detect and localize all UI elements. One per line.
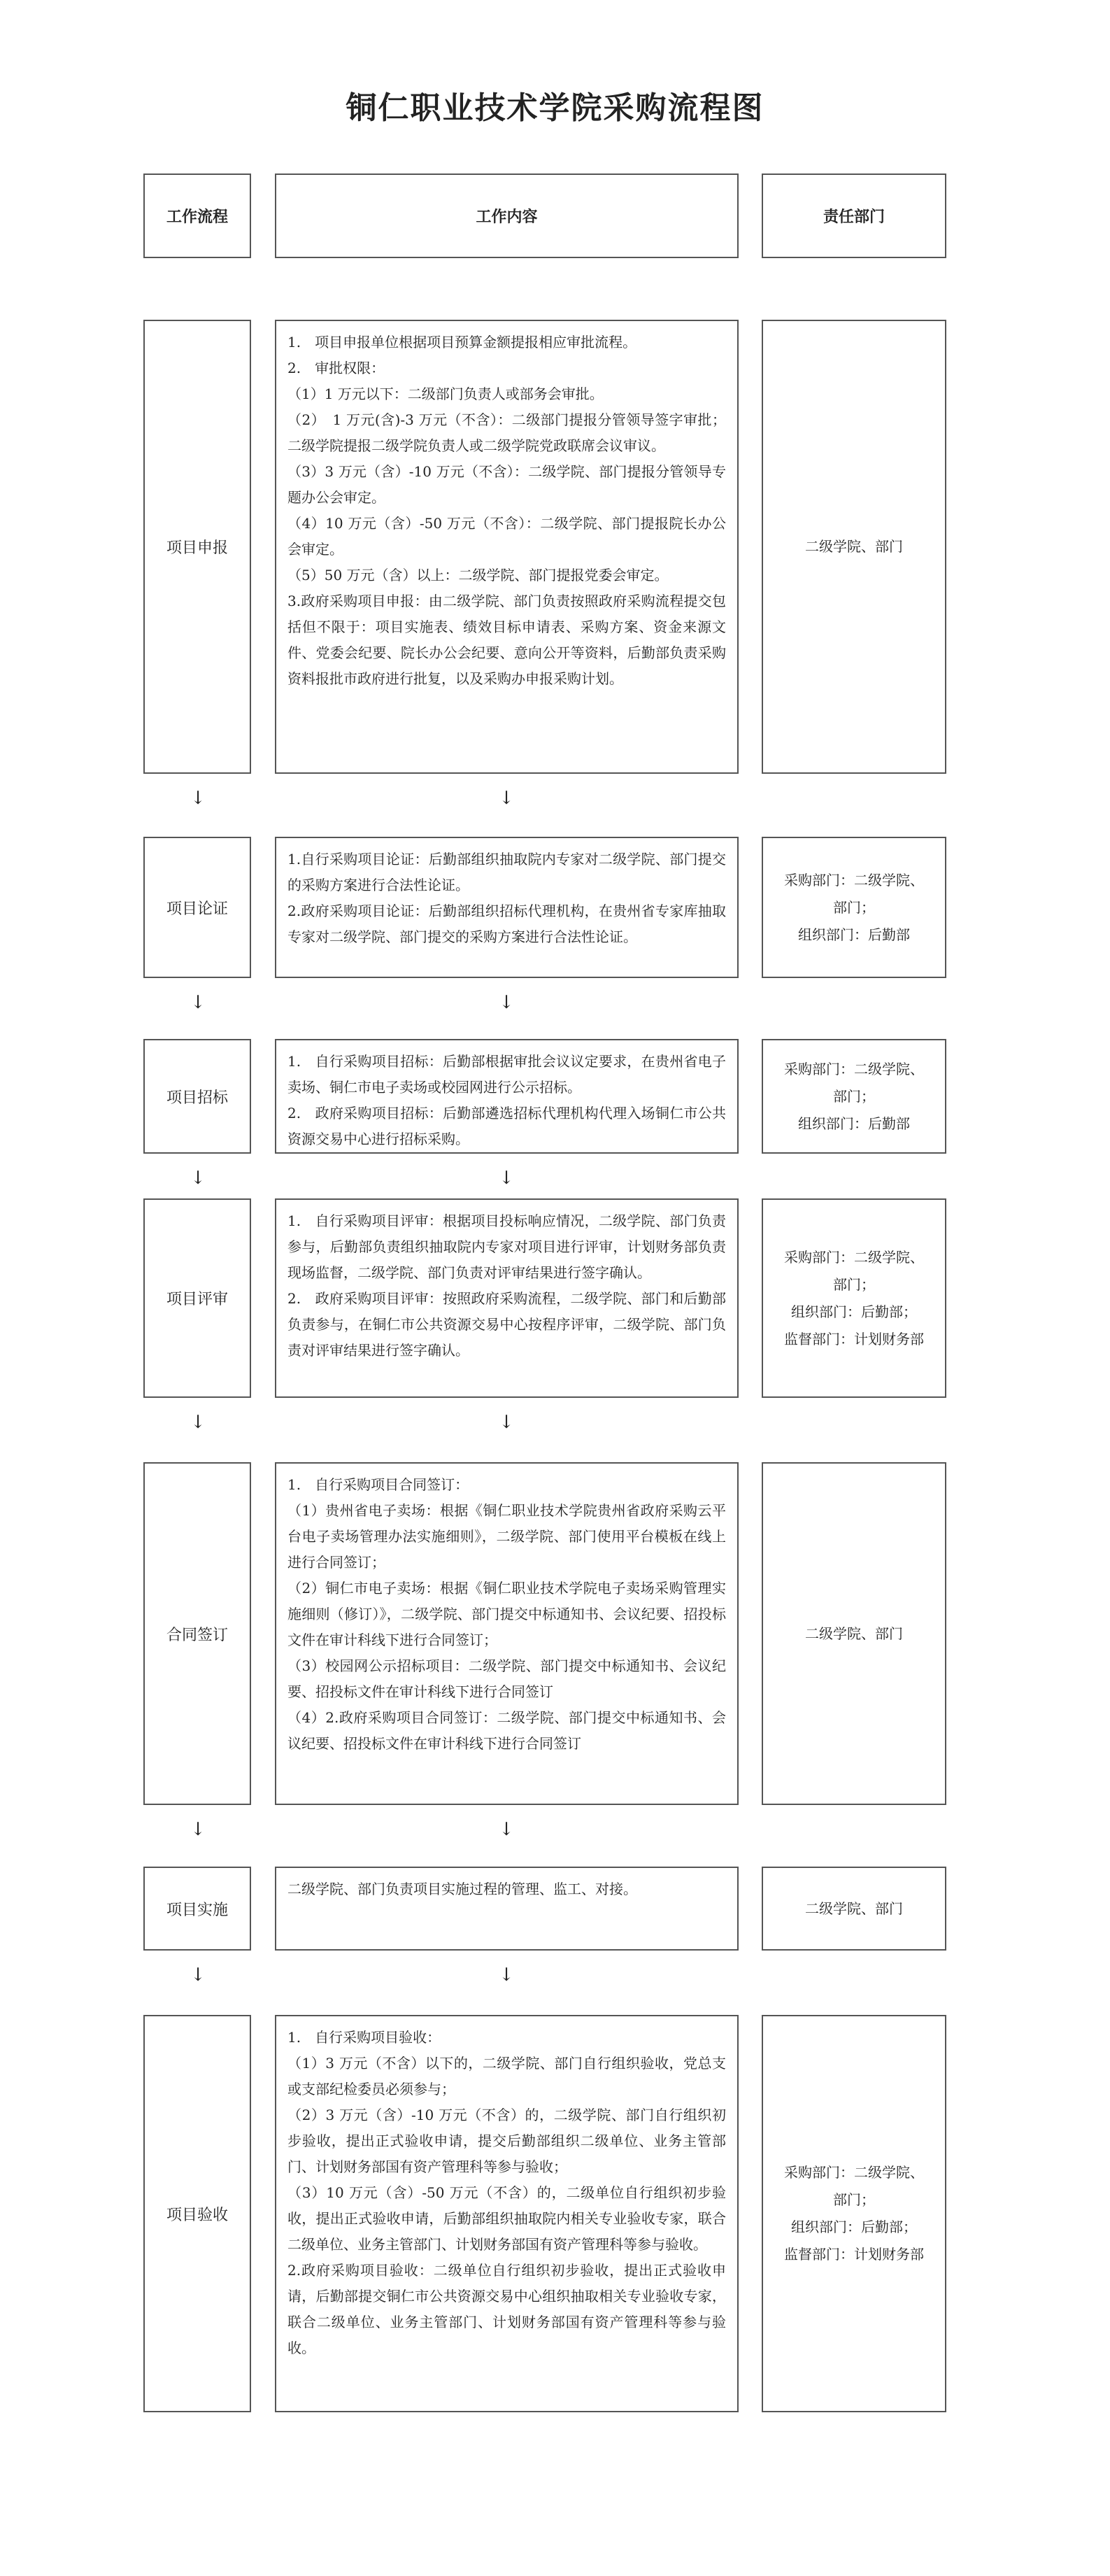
dept-line: 采购部门：二级学院、	[784, 2164, 924, 2181]
dept-line: 二级学院、部门	[805, 1625, 903, 1642]
content-line: （1）3 万元（不含）以下的，二级学院、部门自行组织验收，党总支或支部纪检委员必须参与；	[287, 2055, 726, 2097]
content-line: （5）50 万元（含）以上：二级学院、部门提报党委会审定。	[287, 567, 669, 583]
content-line: （2）铜仁市电子卖场：根据《铜仁职业技术学院电子卖场采购管理实施细则（修订）》，二级学院、部门提交中标通知书、会议纪要、招投标文件在审计科线下进行合同签订；	[287, 1580, 726, 1648]
content-line: （3）校园网公示招标项目：二级学院、部门提交中标通知书、会议纪要、招投标文件在审计科线下进行合同签订	[287, 1657, 726, 1700]
content-line: 2.政府采购项目验收：二级单位自行组织初步验收，提出正式验收申请，后勤部提交铜仁市公共资源交易中心组织抽取相关专业验收专家，联合二级单位、业务主管部门、计划财务部国有资产管理科等参与验收。	[287, 2262, 726, 2356]
content-line: （4）10 万元（含）-50 万元（不含）：二级学院、部门提报院长办公会审定。	[287, 515, 726, 558]
down-arrow-icon: ↓	[190, 1965, 206, 1986]
content-box	[275, 1198, 739, 1398]
content-line: （2） 1 万元(含)-3 万元（不含）：二级部门提报分管领导签字审批；二级学院提报二级学院负责人或二级学院党政联席会议审议。	[287, 411, 726, 454]
content-line: 2. 审批权限：	[287, 360, 385, 376]
down-arrow-icon: ↓	[499, 1412, 514, 1433]
content-line: 1. 自行采购项目招标：后勤部根据审批会议议定要求，在贵州省电子卖场、铜仁市电子卖场或校园网进行公示招标。	[287, 1053, 726, 1096]
step-box: 项目验收	[143, 2015, 251, 2412]
down-arrow-icon: ↓	[190, 788, 206, 809]
content-line: （2）3 万元（含）-10 万元（不含）的，二级学院、部门自行组织初步验收，提出正式验收申请，提交后勤部组织二级单位、业务主管部门、计划财务部国有资产管理科等参与验收；	[287, 2107, 726, 2175]
down-arrow-icon: ↓	[499, 992, 514, 1013]
dept-box	[762, 1039, 946, 1154]
page-title: 铜仁职业技术学院采购流程图	[346, 90, 764, 126]
content-line: （3）10 万元（含）-50 万元（不含）的，二级单位自行组织初步验收，提出正式验收申请，后勤部组织抽取院内相关专业验收专家，联合二级单位、业务主管部门、计划财务部国有资产管理科等参与验收。	[287, 2184, 726, 2253]
content-line: （1）贵州省电子卖场：根据《铜仁职业技术学院贵州省政府采购云平台电子卖场管理办法实施细则》，二级学院、部门使用平台模板在线上进行合同签订；	[287, 1502, 726, 1571]
content-line: 1. 自行采购项目评审：根据项目投标响应情况，二级学院、部门负责参与，后勤部负责组织抽取院内专家对项目进行评审，计划财务部负责现场监督，二级学院、部门负责对评审结果进行签字确认。	[287, 1212, 726, 1281]
step-box: 项目评审	[143, 1198, 251, 1398]
content-line: 1.自行采购项目论证：后勤部组织抽取院内专家对二级学院、部门提交的采购方案进行合法性论证。	[287, 851, 726, 893]
down-arrow-icon: ↓	[190, 1819, 206, 1840]
content-line: 1. 项目申报单位根据项目预算金额提报相应审批流程。	[287, 334, 637, 351]
content-line: 2. 政府采购项目招标：后勤部遴选招标代理机构代理入场铜仁市公共资源交易中心进行招标采购。	[287, 1105, 726, 1147]
step-box: 项目论证	[143, 837, 251, 978]
header-content: 工作内容	[275, 174, 739, 258]
content-box	[275, 2015, 739, 2412]
dept-box	[762, 1198, 946, 1398]
content-line: 2. 政府采购项目评审：按照政府采购流程，二级学院、部门和后勤部负责参与，在铜仁市公共资源交易中心按程序评审，二级学院、部门负责对评审结果进行签字确认。	[287, 1290, 726, 1359]
content-box	[275, 837, 739, 978]
step-box: 项目实施	[143, 1867, 251, 1951]
content-line: 2.政府采购项目论证：后勤部组织招标代理机构，在贵州省专家库抽取专家对二级学院、部门提交的采购方案进行合法性论证。	[287, 903, 726, 945]
dept-line: 采购部门：二级学院、	[784, 1060, 924, 1077]
down-arrow-icon: ↓	[499, 788, 514, 809]
content-line: （3）3 万元（含）-10 万元（不含）：二级学院、部门提报分管领导专题办公会审定。	[287, 463, 726, 506]
content-line: 二级学院、部门负责项目实施过程的管理、监工、对接。	[287, 1881, 637, 1897]
dept-line: 监督部门：计划财务部	[784, 2246, 924, 2263]
dept-line: 组织部门：后勤部；	[791, 2218, 917, 2235]
down-arrow-icon: ↓	[499, 1965, 514, 1986]
step-box: 合同签订	[143, 1462, 251, 1805]
content-box	[275, 1039, 739, 1154]
down-arrow-icon: ↓	[499, 1819, 514, 1840]
dept-line: 部门；	[833, 2191, 875, 2208]
dept-box	[762, 837, 946, 978]
dept-box	[762, 2015, 946, 2412]
header-process: 工作流程	[143, 174, 251, 258]
down-arrow-icon: ↓	[190, 1168, 206, 1189]
dept-box	[762, 320, 946, 774]
content-box	[275, 320, 739, 774]
step-box: 项目申报	[143, 320, 251, 774]
content-line: 1. 自行采购项目验收：	[287, 2029, 441, 2046]
content-box	[275, 1867, 739, 1951]
down-arrow-icon: ↓	[499, 1168, 514, 1189]
dept-line: 二级学院、部门	[805, 538, 903, 555]
header-dept: 责任部门	[762, 174, 946, 258]
dept-line: 组织部门：后勤部；	[791, 1303, 917, 1320]
dept-line: 采购部门：二级学院、	[784, 871, 924, 889]
dept-line: 监督部门：计划财务部	[784, 1330, 924, 1347]
dept-box	[762, 1867, 946, 1951]
step-box: 项目招标	[143, 1039, 251, 1154]
content-line: 1. 自行采购项目合同签订：	[287, 1476, 469, 1493]
content-box	[275, 1462, 739, 1805]
dept-line: 部门；	[833, 898, 875, 916]
dept-line: 组织部门：后勤部	[798, 1114, 910, 1132]
dept-line: 二级学院、部门	[805, 1899, 903, 1917]
down-arrow-icon: ↓	[190, 992, 206, 1013]
content-line: （1）1 万元以下：二级部门负责人或部务会审批。	[287, 385, 604, 402]
content-line: （4）2.政府采购项目合同签订：二级学院、部门提交中标通知书、会议纪要、招投标文件在审计科线下进行合同签订	[287, 1709, 726, 1752]
dept-line: 组织部门：后勤部	[798, 926, 910, 943]
dept-line: 部门；	[833, 1087, 875, 1105]
content-line: 3.政府采购项目申报：由二级学院、部门负责按照政府采购流程提交包括但不限于：项目实施表、绩效目标申请表、采购方案、资金来源文件、党委会纪要、院长办公会纪要、意向公开等资料，后勤部负责采购资料报批市政府进行批复，以及采购办申报采购计划。	[287, 593, 726, 687]
dept-box	[762, 1462, 946, 1805]
down-arrow-icon: ↓	[190, 1412, 206, 1433]
dept-line: 采购部门：二级学院、	[784, 1248, 924, 1266]
dept-line: 部门；	[833, 1275, 875, 1293]
